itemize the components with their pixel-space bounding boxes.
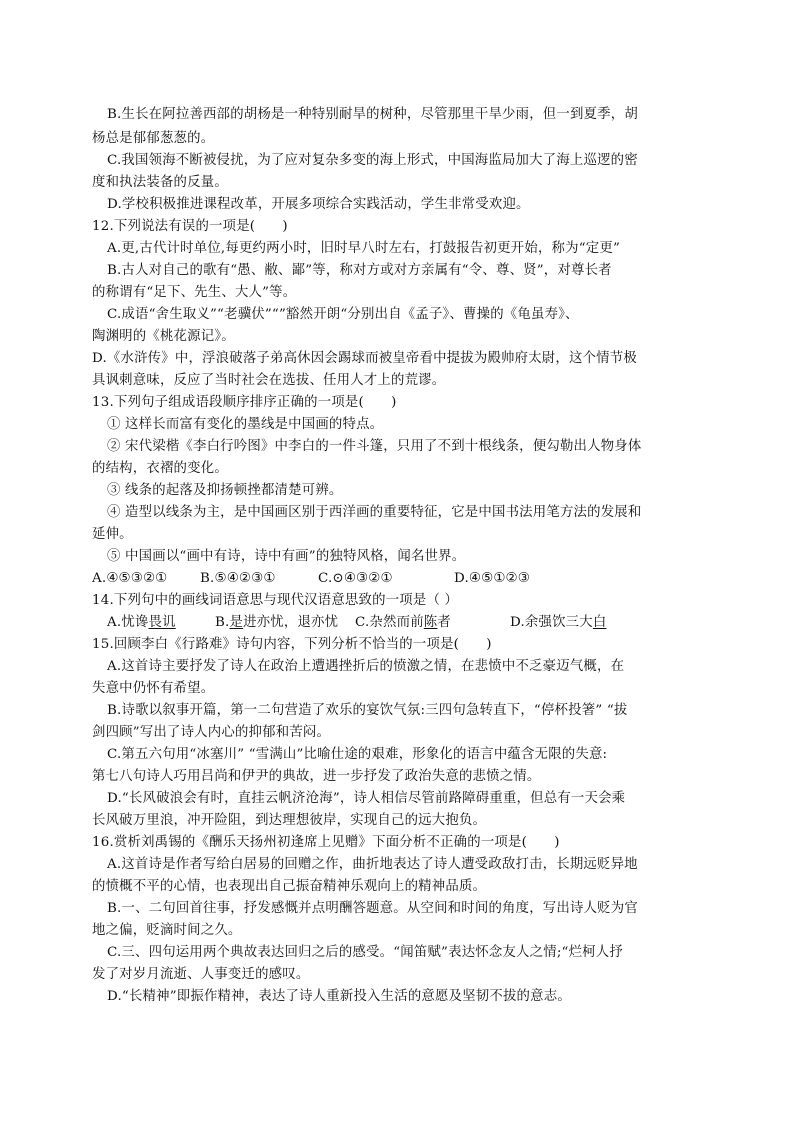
q14-option-d-underlined: 白 <box>592 615 607 630</box>
q13-sentence-5: ⑤ 中国画以“画中有诗，诗中有画”的独特风格，闻名世界。 <box>107 549 466 564</box>
q13-sentence-3: ③ 线条的起落及抑扬顿挫都清楚可辨。 <box>107 483 343 498</box>
q16-option-c-line2: 发了对岁月流逝、人事变迁的感叹。 <box>92 967 310 982</box>
q13-option-a: A.④⑤③②① <box>92 571 168 586</box>
q14-option-d-text: D.余强饮三大 <box>510 615 593 630</box>
q14-option-b-text: B. <box>215 615 230 630</box>
q15-option-c-line1: C.第五六句用“冰塞川” “雪满山”比喻仕途的艰难，形象化的语言中蕴含无限的失意: <box>107 747 608 762</box>
q14-stem: 14.下列句中的画线词语意思与现代汉语意思致的一项是（ ） <box>92 593 459 608</box>
q15-option-b-line1: B.诗歌以叙事开篇，第一二句营造了欢乐的宴饮气氛:三四句急转直下，“停杯投箸” “拔 <box>107 703 628 718</box>
q15-option-c-line2: 第七八句诗人巧用吕尚和伊尹的典故，进一步抒发了政治失意的悲愤之情。 <box>92 769 541 784</box>
q13-option-b: B.⑤④②③① <box>200 571 276 586</box>
q14-option-c-rest: 者 <box>437 615 451 630</box>
q12-option-d-line1: D.《水浒传》中，浮浪破落子弟高休因会踢球而被皇帝看中提拔为殿帅府太尉，这个情节极 <box>92 351 637 366</box>
q13-option-d: D.④⑤①②③ <box>454 571 530 586</box>
q14-option-b-underlined: 是 <box>229 615 244 630</box>
q13-sentence-4-line1: ④ 造型以线条为主，是中国画区别于西洋画的重要特征，它是中国书法用笔方法的发展和 <box>107 505 642 520</box>
q12-option-c-line1: C.成语“舍生取义”“老骥伏”“”豁然开朗“分别出自《孟子》、曹操的《龟虽寿》、 <box>107 307 579 322</box>
q12-option-b-line2: 的称谓有“足下、先生、大人”等。 <box>92 285 297 300</box>
q12-option-b-line1: B.古人对自己的歌有“愚、敝、鄙”等，称对方或对方亲属有“令、尊、贤”，对尊长者 <box>107 263 612 278</box>
q13-sentence-4-line2: 延伸。 <box>92 527 133 542</box>
q14-option-b <box>215 612 338 634</box>
q11-option-d: D.学校积极推进课程改革，开展多项综合实践活动，学生非常受欢迎。 <box>107 197 530 212</box>
q14-option-a <box>107 612 176 634</box>
q14-option-d <box>510 612 606 634</box>
q11-option-b-line1: B.生长在阿拉善西部的胡杨是一种特别耐旱的树种，尽管那里干旱少雨，但一到夏季，胡 <box>107 107 638 122</box>
q15-option-d-line1: D.“长风破浪会有时，直挂云帆济沧海”，诗人相信尽管前路障碍重重，但总有一天会乘 <box>107 791 626 806</box>
q15-option-b-line2: 剑四顾”写出了诗人内心的抑郁和苦闷。 <box>92 725 331 740</box>
q16-option-d: D.“长精神”即振作精神，表达了诗人重新投入生活的意愿及坚韧不拔的意志。 <box>107 989 571 1004</box>
q14-option-c <box>355 612 451 634</box>
q14-option-c-text: C.杂然而前 <box>355 615 424 630</box>
q13-sentence-2-line2: 的结构，衣褶的变化。 <box>92 461 228 476</box>
q16-stem: 16.赏析刘禹锡的《酬乐天扬州初逢席上见赠》下面分析不正确的一项是( ) <box>92 835 560 850</box>
q14-option-a-text: A.忧谗 <box>107 615 149 630</box>
q16-option-a-line1: A.这首诗是作者写给白居易的回赠之作，曲折地表达了诗人遭受政敌打击，长期远贬异地 <box>107 857 638 872</box>
q13-sentence-2-line1: ② 宋代梁楷《李白行吟图》中李白的一件斗篷，只用了不到十根线条，便勾勒出人物身体 <box>107 439 642 454</box>
q11-option-c-line2: 度和执法装备的反量。 <box>92 175 228 190</box>
q11-option-c-line1: C.我国领海不断被侵扰，为了应对复杂多变的海上形式，中国海监局加大了海上巡逻的密 <box>107 153 638 168</box>
q15-option-d-line2: 长风破万里浪，冲开险阻，到达理想彼岸，实现自己的远大抱负。 <box>92 813 487 828</box>
q15-option-a-line2: 失意中仍怀有希望。 <box>92 681 215 696</box>
q16-option-a-line2: 的愤概不平的心情，也表现出自己振奋精神乐观向上的精神品质。 <box>92 879 487 894</box>
q13-stem: 13.下列句子组成语段顺序排序正确的一项是( ) <box>92 395 397 410</box>
q16-option-b-line1: B.一、二句回首往事，抒发感慨并点明酬答题意。从空间和时间的角度，写出诗人贬为官 <box>107 901 638 916</box>
q14-option-c-underlined: 陈 <box>423 615 438 630</box>
q12-stem: 12.下列说法有误的一项是( ) <box>92 219 288 234</box>
q13-option-c: C.⊙④③②① <box>318 571 393 586</box>
q12-option-a: A.更,古代计时单位,每更约两小时，旧时早八时左右，打鼓报告初更开始，称为“定更” <box>107 241 621 256</box>
q13-sentence-1: ① 这样长而富有变化的墨线是中国画的特点。 <box>107 417 384 432</box>
q14-option-a-underlined: 畏讥 <box>148 615 176 630</box>
q16-option-b-line2: 地之偏，贬滴时间之久。 <box>92 923 242 938</box>
q15-option-a-line1: A.这首诗主要抒发了诗人在政治上遭遇挫折后的愤激之情，在悲愤中不乏豪迈气概，在 <box>107 659 625 674</box>
q16-option-c-line1: C.三、四句运用两个典故表达回归之后的感受。“闻笛赋”表达怀念友人之情;“烂柯人抒 <box>107 945 623 960</box>
q14-option-b-rest: 进亦忧，退亦忧 <box>243 615 339 630</box>
q15-stem: 15.回顾李白《行路难》诗句内容，下列分析不恰当的一项是( ) <box>92 637 492 652</box>
q12-option-c-line2: 陶渊明的《桃花源记》。 <box>92 329 235 344</box>
q12-option-d-line2: 具讽刺意味，反应了当时社会在选拔、任用人才上的荒谬。 <box>92 373 446 388</box>
q11-option-b-line2: 杨总是郁郁葱葱的。 <box>92 131 215 146</box>
